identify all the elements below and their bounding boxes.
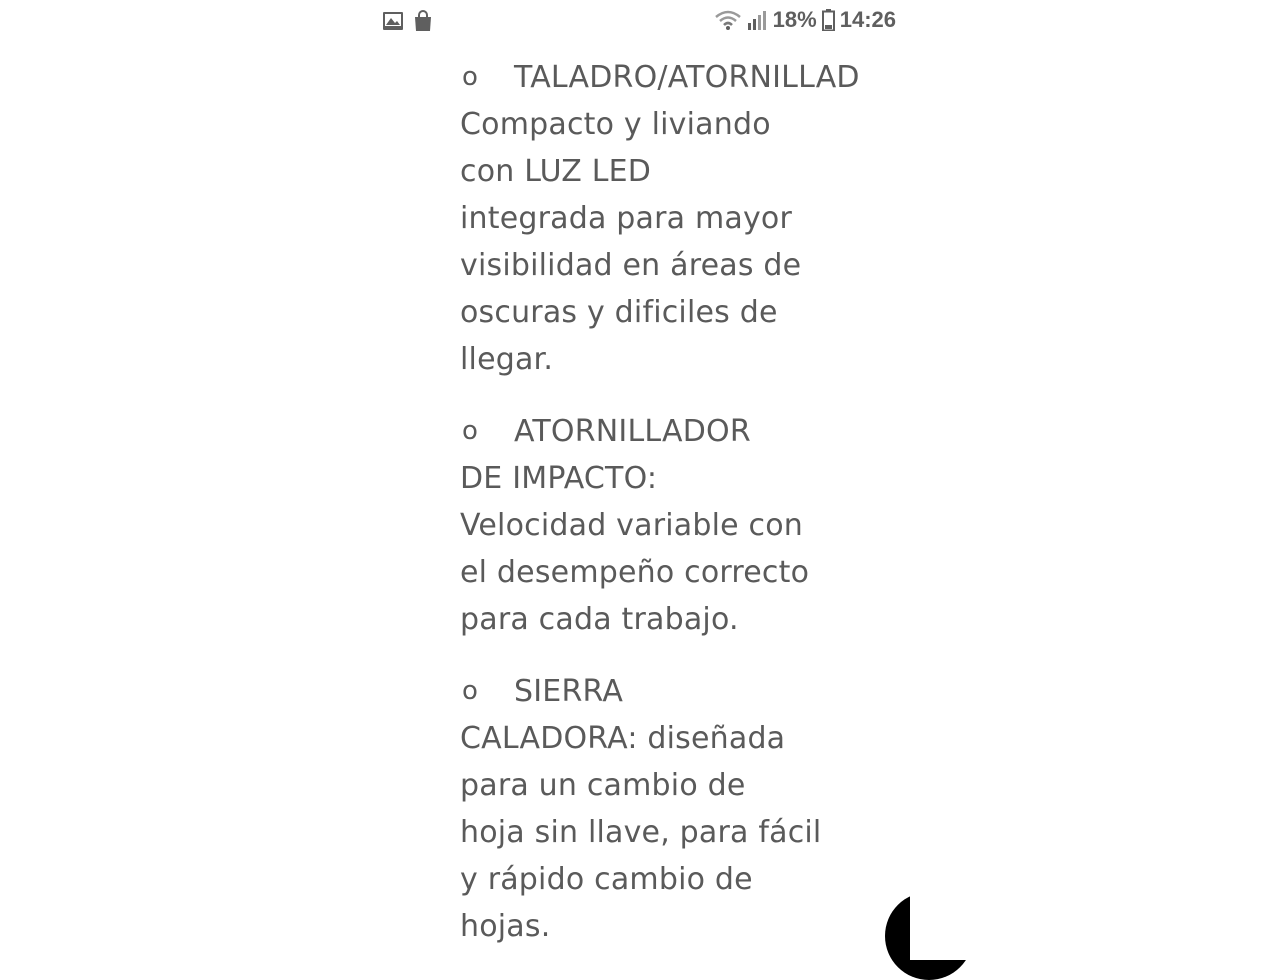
product-description (460, 54, 910, 960)
list-item-title: SIERRA (514, 674, 624, 709)
list-item-title: ATORNILLADOR (514, 414, 751, 449)
shopping-bag-icon (413, 10, 433, 32)
battery-icon (822, 9, 835, 31)
bullet-circle-icon: o (462, 62, 479, 92)
list-item-text: CALADORA: diseñada para un cambio de hoja sin llave, para fácil y rápido cambio de hojas. (460, 721, 822, 944)
status-bar-left (382, 10, 433, 32)
signal-icon (746, 9, 768, 31)
list-item-heading (460, 668, 910, 715)
phone-screen (370, 0, 910, 960)
wifi-icon (715, 9, 741, 31)
list-item-text: DE IMPACTO: Velocidad variable con el desempeño correcto para cada trabajo. (460, 461, 810, 637)
list-item (460, 54, 910, 383)
bullet-circle-icon: o (462, 416, 479, 446)
image-icon (382, 11, 404, 31)
list-item (460, 668, 910, 950)
bullet-circle-icon: o (462, 676, 479, 706)
list-item-title: TALADRO/ATORNILLAD (514, 60, 860, 95)
list-item-text: Compacto y liviando con LUZ LED integrada para mayor visibilidad en áreas de oscuras y dificiles de llegar. (460, 107, 802, 377)
right-margin (910, 0, 1280, 960)
list-item (460, 408, 910, 643)
status-bar (370, 0, 910, 42)
battery-percent: 18% (772, 7, 817, 32)
list-item-heading (460, 54, 910, 101)
status-bar-right (715, 7, 896, 33)
clock: 14:26 (839, 7, 896, 32)
list-item-heading (460, 408, 910, 455)
